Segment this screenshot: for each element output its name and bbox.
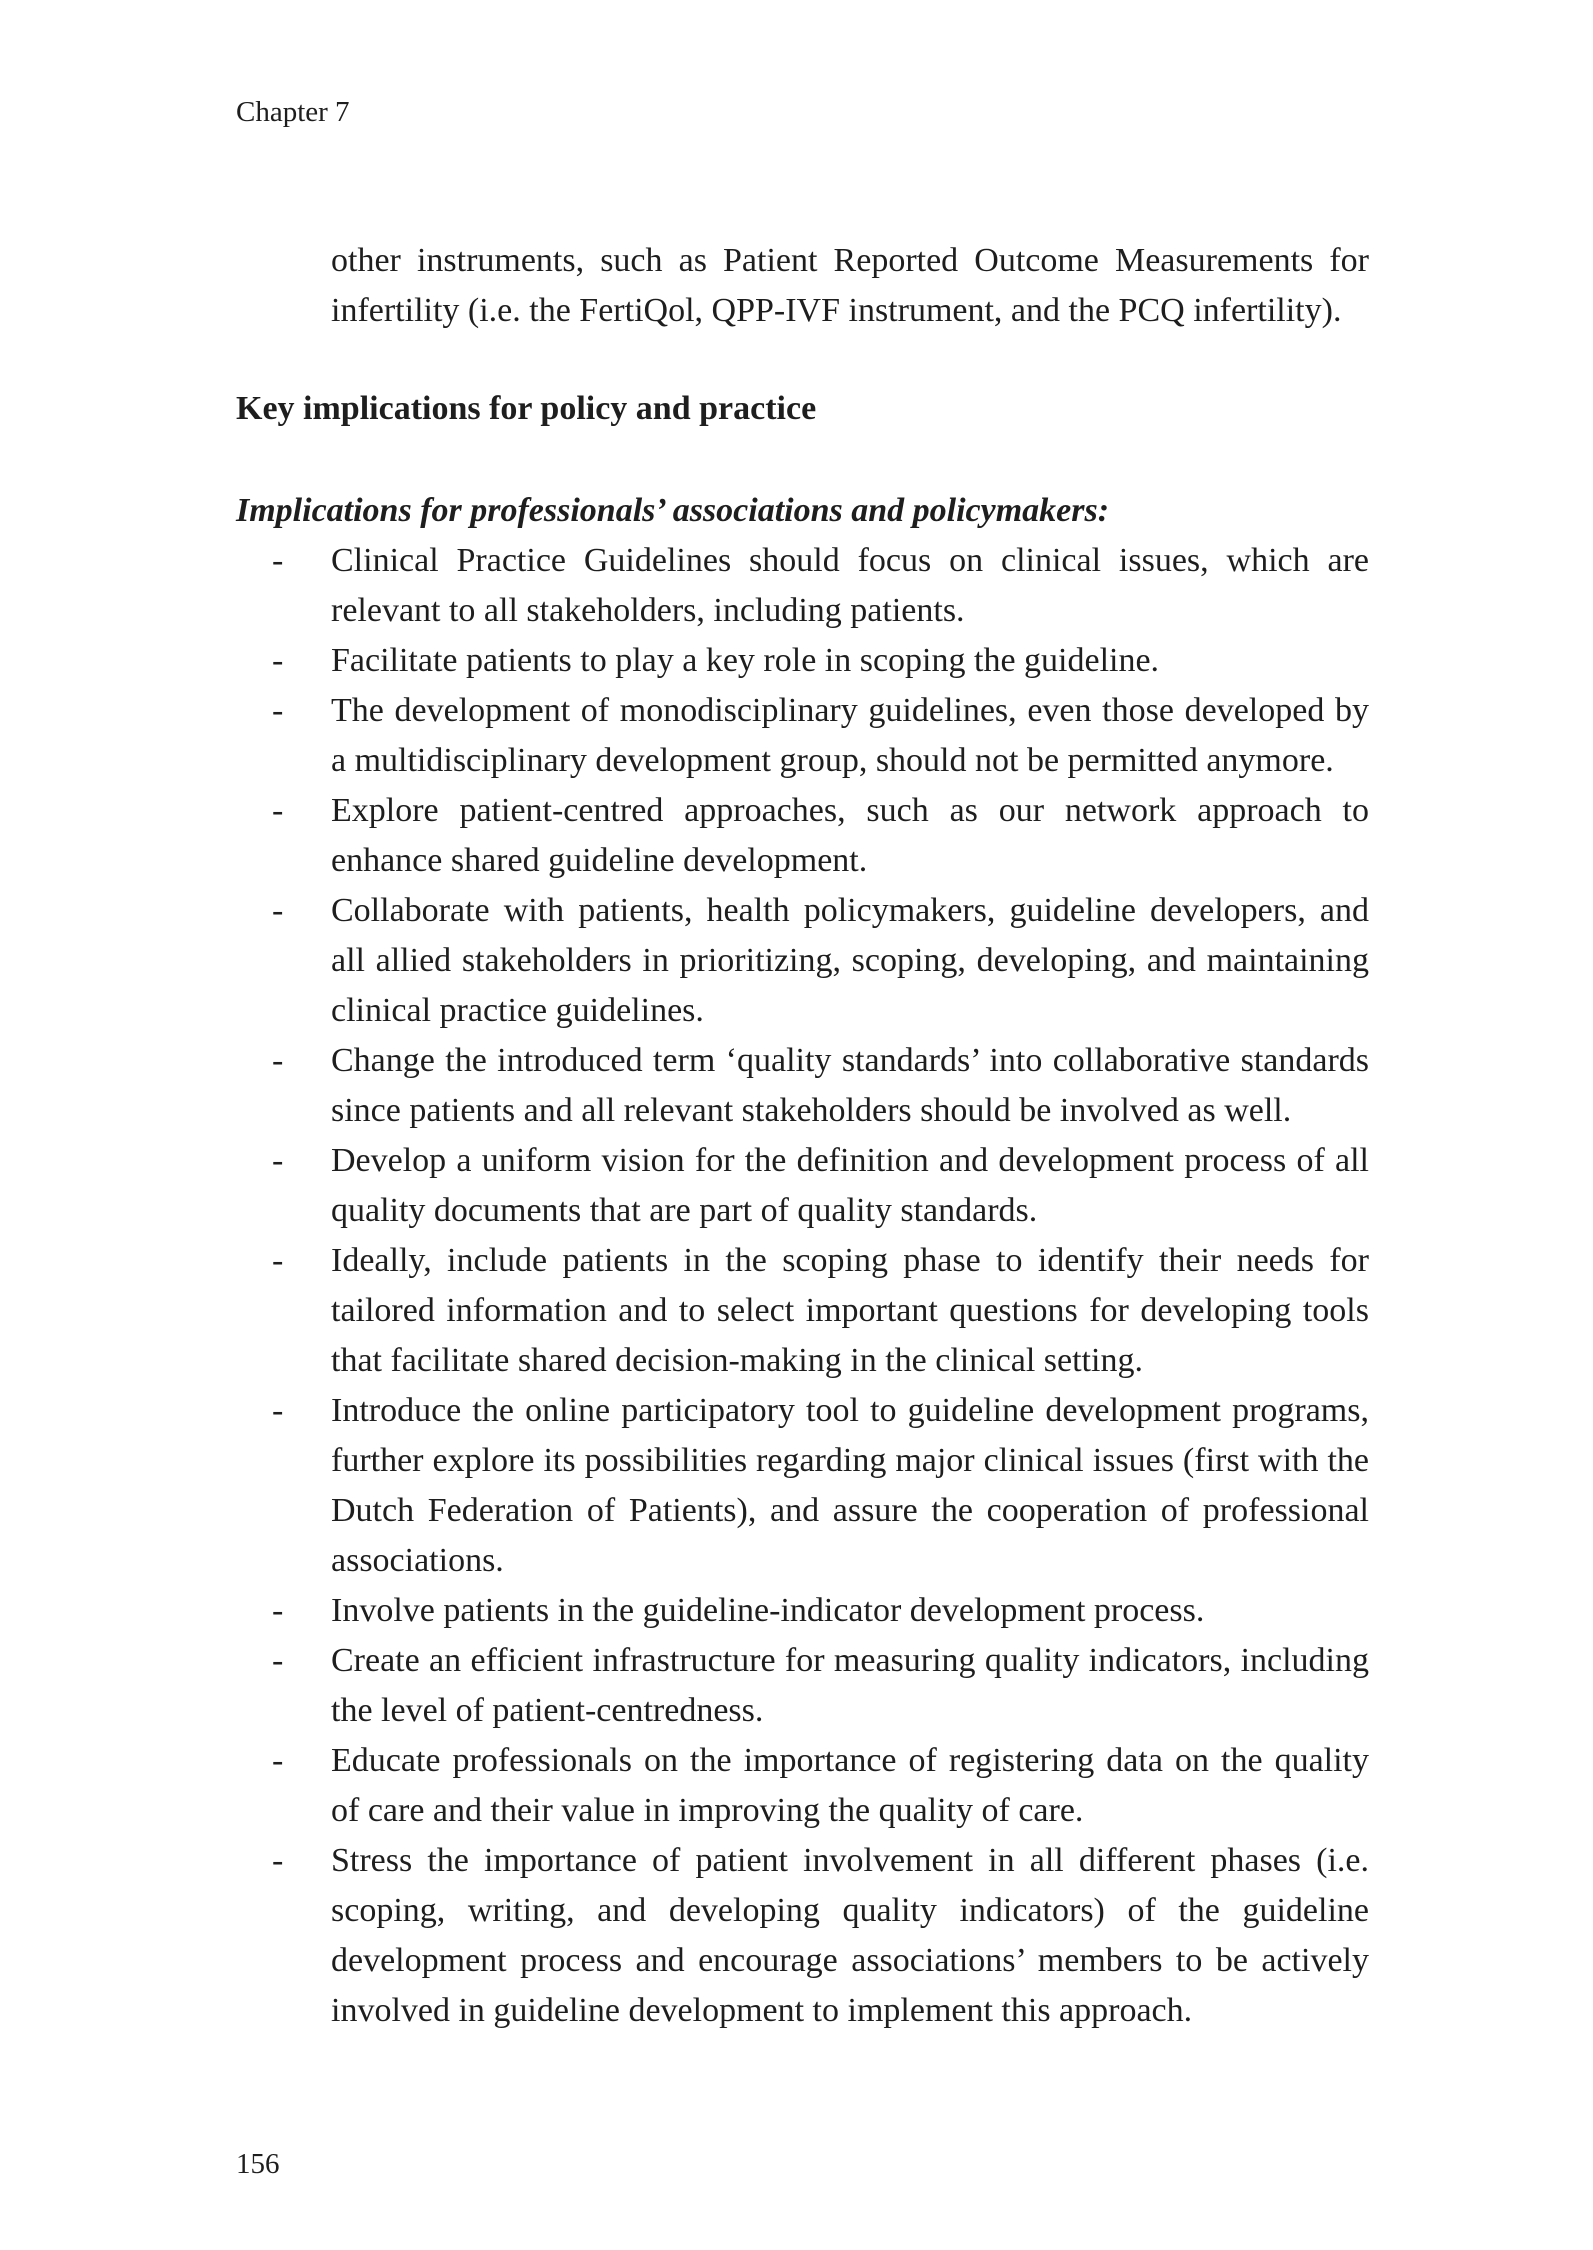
bullet-dash: - [272, 1392, 284, 1429]
bullet-dash: - [272, 642, 284, 679]
list-item-text: Ideally, include patients in the scoping phase to identify their needs for tailored information and to select important questions for developing tools that facilitate shared decision-making in the clinical setting. [331, 1242, 1369, 1379]
bullet-dash: - [272, 892, 284, 929]
list-item [236, 1636, 1369, 1736]
bullet-dash: - [272, 1142, 284, 1179]
intro-paragraph: other instruments, such as Patient Reported Outcome Measurements for infertility (i.e. the FertiQol, QPP-IVF instrument, and the PCQ infertility). [331, 242, 1369, 329]
list-item [236, 636, 1369, 686]
bullet-dash: - [272, 1242, 284, 1279]
bullet-dash: - [272, 1642, 284, 1679]
list-item-text: Educate professionals on the importance of registering data on the quality of care and their value in improving the quality of care. [331, 1742, 1369, 1829]
list-item [236, 1386, 1369, 1586]
list-item [236, 1236, 1369, 1386]
bullet-dash: - [272, 692, 284, 729]
list-item-text: Develop a uniform vision for the definition and development process of all quality documents that are part of quality standards. [331, 1142, 1369, 1229]
list-item-text: The development of monodisciplinary guidelines, even those developed by a multidisciplinary development group, should not be permitted anymore. [331, 692, 1369, 779]
list-item-text: Introduce the online participatory tool to guideline development programs, further explore its possibilities regarding major clinical issues (first with the Dutch Federation of Patients), and assure the cooperation of professional associations. [331, 1392, 1369, 1579]
page-number: 156 [236, 2148, 280, 2180]
list-item [236, 1136, 1369, 1236]
list-item-text: Change the introduced term ‘quality standards’ into collaborative standards since patients and all relevant stakeholders should be involved as well. [331, 1042, 1369, 1129]
list-item-text: Explore patient-centred approaches, such as our network approach to enhance shared guideline development. [331, 792, 1369, 879]
list-item-text: Involve patients in the guideline-indicator development process. [331, 1592, 1205, 1629]
bullet-dash: - [272, 542, 284, 579]
list-item-text: Facilitate patients to play a key role in scoping the guideline. [331, 642, 1160, 679]
list-item [236, 1836, 1369, 2036]
list-item [236, 786, 1369, 886]
list-item [236, 1736, 1369, 1836]
running-header: Chapter 7 [236, 96, 350, 128]
list-item-text: Collaborate with patients, health policymakers, guideline developers, and all allied stakeholders in prioritizing, scoping, developing, and maintaining clinical practice guidelines. [331, 892, 1369, 1029]
list-item [236, 886, 1369, 1036]
list-item [236, 686, 1369, 786]
bullet-dash: - [272, 1842, 284, 1879]
list-item-text: Clinical Practice Guidelines should focus on clinical issues, which are relevant to all stakeholders, including patients. [331, 542, 1369, 629]
bullet-dash: - [272, 1742, 284, 1779]
subsection-heading: Implications for professionals’ associations and policymakers: [236, 492, 1110, 529]
list-item [236, 1586, 1369, 1636]
bullet-dash: - [272, 792, 284, 829]
implications-list [236, 536, 1369, 2036]
list-item [236, 536, 1369, 636]
bullet-dash: - [272, 1592, 284, 1629]
list-item [236, 1036, 1369, 1136]
section-heading: Key implications for policy and practice [236, 390, 817, 427]
list-item-text: Stress the importance of patient involvement in all different phases (i.e. scoping, writing, and developing quality indicators) of the guideline development process and encourage associations’ members to be actively involved in guideline development to implement this approach. [331, 1842, 1369, 2029]
list-item-text: Create an efficient infrastructure for measuring quality indicators, including the level of patient-centredness. [331, 1642, 1369, 1729]
bullet-dash: - [272, 1042, 284, 1079]
